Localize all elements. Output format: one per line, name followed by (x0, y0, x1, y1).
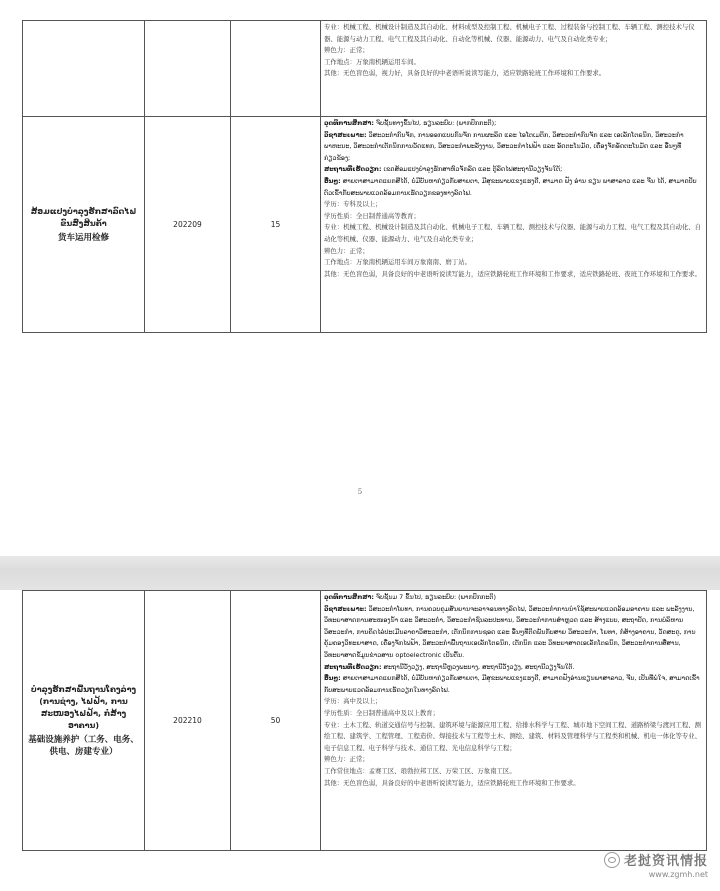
requirement-text: 学历性质：全日制普通高等教育； (324, 211, 420, 220)
requirement-line-cn (324, 720, 703, 755)
requirement-line-cn (324, 222, 703, 245)
position-name-cell (23, 21, 145, 117)
requirement-line-cn (324, 778, 703, 790)
watermark (604, 850, 708, 879)
requirement-line-lao (324, 604, 703, 662)
requirement-text: 工作地点：万象南机辆运用车间万象南南、磨丁站。 (324, 258, 471, 267)
requirement-text: 学历：高中及以上； (324, 697, 382, 706)
job-table-page-1 (22, 20, 707, 333)
requirement-line-cn (324, 199, 703, 211)
requirements-cell (321, 117, 707, 333)
requirement-text: 工作常住地点：孟赛工区、琅勃拉邦工区、万荣工区、万象南工区。 (324, 766, 516, 775)
requirement-text: ວິສະວະກຳໂຍທາ, ການຄວບຄຸມສັນຍານຈະລາຈອນທາງລົດໄຟ, ວິສະວະກຳການນຳໃຊ້ສະພາບແວດລ້ອມອາຄານ ແລະ ພະລັງງານ, ວິທະຍາສາດການສະໜອງນ້ຳ ແລະ ວິສະວະກຳ, ວິສະວະກຳຊົນລະປະທານ, ວິສະວະກຳການສຳຫຼວດ ແລະ ສ້າງແບບ, ສະຖາປັດ, ການບໍລິຫານວິສະວະກຳ, ການຄິດໄລ່ປະເມີນລາຄາວິສະວະກຳ, ເຕັກນິກການຊອດ ແລະ ອື່ນໆທີ່ຕິດພັນກັບສາຍ ວິສະວະກຳ, ໂຍທາ, ກໍ່ສ້າງອາຄານ, ວັດສະດຸ, ການຄຸ້ມຄອງວິທະຍາສາດ, ເຄື່ອງຈັກໄຟຟ້າ, ວິສະວະກຳພື້ນຖານເອເລັກໂຕຣນິກ, ເຕັກນິກ ແລະ ວິທະຍາສາດເອເລັກໂຕຣນິກ, ວິສະວະກຳການສື່ສານ, ວິທະຍາສາດຂໍ້ມູນຂ່າວສານ optoelectronic ເປັນຕົ້ນ. (324, 604, 696, 659)
requirement-text: 辨色力：正常； (324, 246, 369, 255)
requirement-text: 工作地点：万象南机辆运用车间。 (324, 57, 420, 66)
position-name-lao: ສ້ອມແປງບຳລຸງຮັກສາລົດໄຟຂົນສົ່ງສິນຄ້າ (30, 206, 137, 228)
requirement-line-cn (324, 708, 703, 720)
requirement-line-lao (324, 662, 703, 674)
requirements-cell (321, 21, 707, 117)
position-name-lao: ບຳລຸງຮັກສາພື້ນຖານໂຄງລ່າງ (ການຊ່າງ, ໄຟຟ້າ, ການສະໜອງໄຟຟ້າ, ກໍ່ສ້າງອາຄານ) (30, 684, 137, 730)
requirement-heading: ວິຊາສະເພາະ: (324, 604, 367, 613)
job-row (23, 591, 707, 851)
requirement-line-cn (324, 246, 703, 258)
requirement-heading: ອື່ນໆ: (324, 176, 341, 185)
requirement-line-cn (324, 57, 703, 69)
watermark-title: 老挝资讯情报 (623, 854, 708, 869)
job-table-page-2 (22, 590, 707, 851)
job-row (23, 117, 707, 333)
requirement-text: ສາຍຕາສາມາດແຍກສີໄດ້, ບໍ່ມີບັນຫາກ່ຽວກັບສາຍຕາ, ມີສຸຂະພາບແຂງແຮງດີ, ສາມາດຟັງອ່ານຂຽນພາສາລາວ, ຈີນ, ເປັນທີ່ພໍໃຈ, ສາມາດເຂົ້າກັບສະພາບແວດລ້ອມການເຮັດວຽກໃນທາງລົດໄຟ. (324, 674, 700, 694)
requirement-line-lao (324, 130, 703, 165)
requirement-line-lao (324, 118, 703, 130)
requirement-line-cn (324, 696, 703, 708)
requirement-line-cn (324, 754, 703, 766)
recruit-count: 15 (231, 117, 321, 333)
requirement-text: ສະຖານີວັງວຽງ, ສະຖານີຫຼວງພະບາງ, ສະຖານີວັງວຽງ, ສະຖານີວຽງຈັນໃຕ້. (381, 662, 575, 671)
requirement-line-cn (324, 269, 703, 281)
requirement-text: 专业：土木工程、轨道交通信号与控制、建筑环境与能源应用工程、给排水科学与工程、城市地下空间工程、道路桥梁与渡河工程、测绘工程、建筑学、工程管理、工程造价、焊接技术与工程等土木、测绘、建筑、材料及管理科学与工程类和机械、机电一体化等专业、电子信息工程、电子科学与技术、通信工程、光电信息科学与工程； (324, 720, 702, 752)
requirement-text: ຈົບຊັ້ນມ 7 ຂຶ້ນໄປ, ຮຽນລະບົບ: (ພາກປົກກະຕິ) (373, 593, 496, 601)
position-code (145, 21, 231, 117)
position-code: 202210 (145, 591, 231, 851)
position-name-cell (23, 591, 145, 851)
requirement-line-cn (324, 45, 703, 57)
requirement-text: 辨色力：正常； (324, 46, 369, 55)
requirement-text: 其他：无色盲色弱，具备良好的中老语听说读写能力，适应铁路轮班工作环境和工作要求。 (324, 778, 580, 787)
requirement-heading: ສະຖານທີ່ເຮັດວຽກ: (324, 165, 382, 174)
recruit-count: 50 (231, 591, 321, 851)
page-number: 5 (357, 488, 363, 496)
requirement-line-cn (324, 68, 703, 80)
recruit-count (231, 21, 321, 117)
requirement-text: 辨色力：正常； (324, 755, 369, 764)
requirement-heading: ວຸດທິການສຶກສາ: (324, 119, 374, 127)
requirement-text: 学历性质：全日制普通高中及以上教育； (324, 708, 440, 717)
document-page-2 (0, 590, 720, 891)
wechat-icon (604, 852, 620, 868)
requirement-text: ສາຍຕາສາມາດແຍກສີໄດ້, ບໍ່ມີບັນຫາກ່ຽວກັບສາຍຕາ, ມີສຸຂະພາບແຂງແຮງດີ, ສາມາດ ຟັງ ອ່ານ ຂຽນ ພາສາລາວ ແລະ ຈີນ ໄດ້, ສາມາດປັບຕົວເຂົ້າກັບສະພາບແວດລ້ອມການເຮັດວຽກຂອງທາງລົດໄຟ. (324, 176, 697, 197)
requirement-text: ຈົບຊັ້ນທາງຂຶ້ນໄປ, ຮຽນລະບົບ: (ພາກປົກກະຕິ); (373, 119, 497, 127)
requirement-line-cn (324, 22, 703, 45)
position-name-cell (23, 117, 145, 333)
requirement-text: ວິສະວະກຳກົນຈັກ, ການອອກແບບກົນຈັກ ການຜະລິດ ແລະ ໄອໂຕເມຕິກ, ວິສະວະກຳກົນຈັກ ແລະ ເອເລັກໂຕຣນິກ, ວິສະວະກຳພາຫະນະ, ວິສະວະກຳເຕັກນິກການວັດແທກ, ວິສະວະກຳພະລັງງານ, ວິສະວະກຳໄຟຟ້າ ແລະ ອັດຕະໂນມັດ, ເຄື່ອງຈັກອັດຕະໂນມັດ ແລະ ອື່ນໆທີ່ກ່ຽວຂ້ອງ; (324, 130, 684, 162)
requirement-line-cn (324, 257, 703, 269)
requirement-text: 专业：机械工程、机械设计制造及其自动化、机械电子工程、车辆工程、测控技术与仪器、能源与动力工程、电气工程及其自动化、自动化等机械、仪器、能源动力、电气及自动化类专业； (324, 223, 702, 243)
requirement-line-lao (324, 592, 703, 604)
watermark-url: www.zgmh.net (648, 870, 708, 879)
requirement-text: 学历：专科及以上； (324, 200, 382, 209)
position-code: 202209 (145, 117, 231, 333)
requirement-heading: ວຸດທິການສຶກສາ: (324, 593, 374, 601)
requirement-text: 专业：机械工程、机械设计制造及其自动化、材料成型及控制工程、机械电子工程、过程装备与控制工程、车辆工程、测控技术与仪器、能源与动力工程、电气工程及其自动化、自动化等机械、仪器、能源动力、电气及自动化类专业； (324, 23, 695, 43)
requirement-text: 其他：无色盲色弱，具备良好的中老语听说读写能力，适应铁路轮班工作环境和工作要求，适应铁路轮班、夜班工作环境和工作要求。 (324, 269, 702, 278)
requirement-text: 其他：无色盲色弱，视力好，具备良好的中老语听说读写能力，适应铁路轮班工作环境和工作要求。 (324, 69, 606, 78)
requirement-line-lao (324, 164, 703, 176)
requirement-heading: ສະຖານທີ່ເຮັດວຽກ: (324, 662, 382, 671)
requirement-text: ເຂດສ້ອມແປງບຳລຸງຮັກສາຫົວຈັກລົດ ແລະ ຕູ້ລົດໄຟສະຖານີວຽງຈັນໃຕ້; (381, 165, 563, 174)
requirements-cell (321, 591, 707, 851)
page-separator (0, 556, 720, 590)
requirement-heading: ອື່ນໆ: (324, 674, 341, 683)
position-name-cn: 基础设施养护（工务、电务、供电、房建专业） (28, 734, 139, 757)
requirement-line-cn (324, 766, 703, 778)
position-name-cn: 货车运用检修 (57, 232, 109, 243)
requirement-line-lao (324, 673, 703, 696)
requirement-line-lao (324, 176, 703, 199)
requirement-line-cn (324, 211, 703, 223)
requirement-heading: ວິຊາສະເພາະ: (324, 130, 367, 139)
job-row (23, 21, 707, 117)
